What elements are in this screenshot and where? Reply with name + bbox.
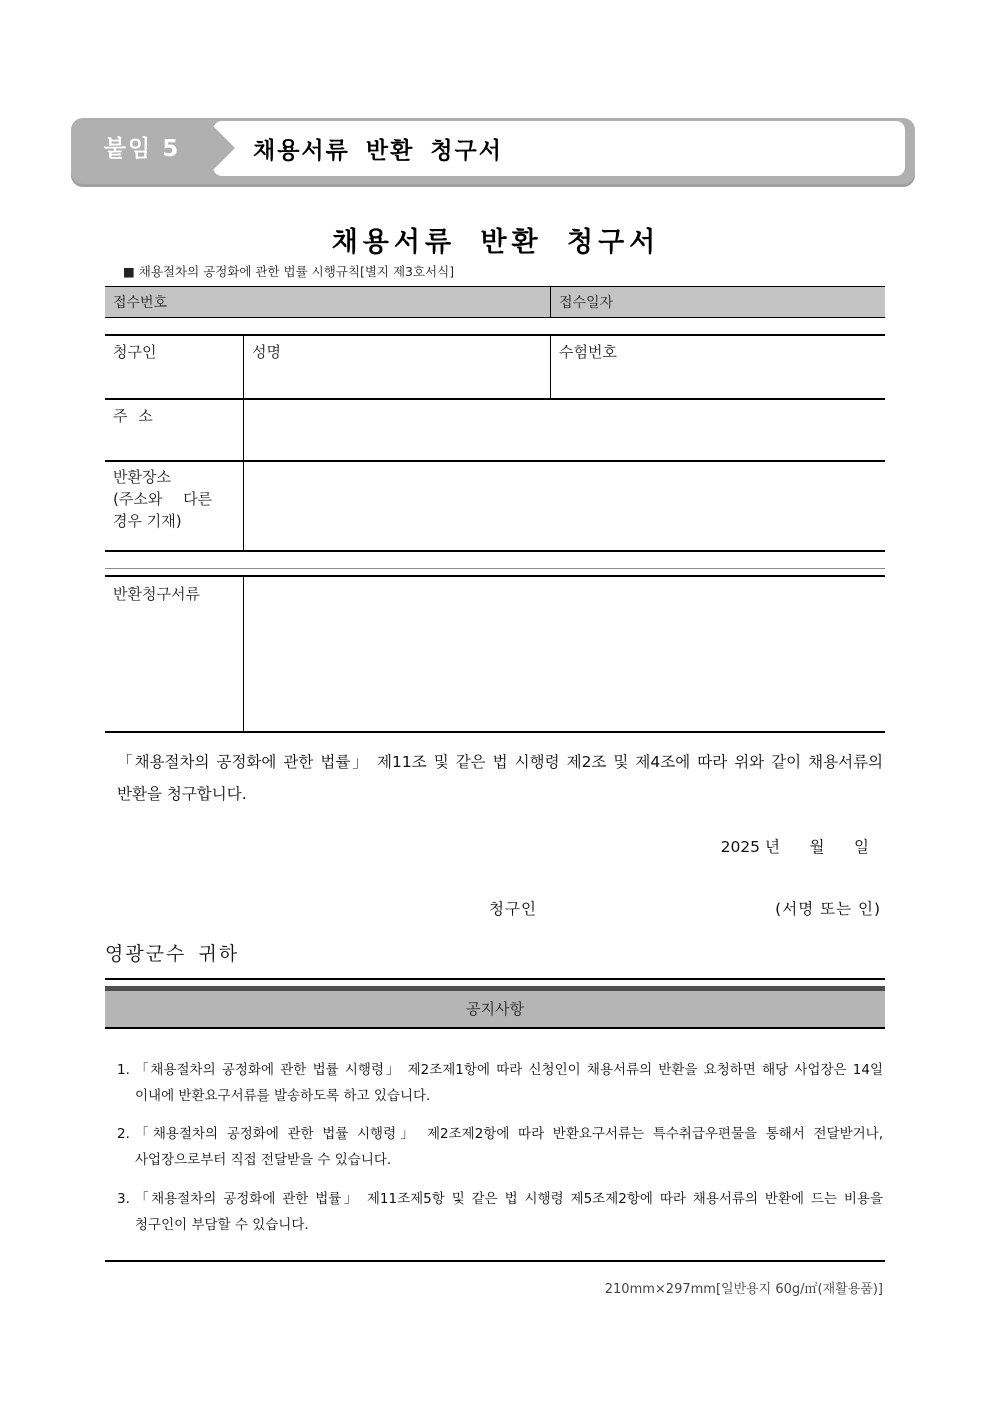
horizontal-rule (105, 978, 885, 980)
notice-item-1-number: 1. (117, 1061, 130, 1078)
form-content (105, 260, 885, 1297)
exam-number-label: 수험번호 (559, 343, 617, 361)
notice-item-2 (105, 1121, 885, 1174)
claimant-label: 청구인 (113, 343, 157, 361)
banner-title-box (213, 121, 905, 176)
notice-item-3-text: 「채용절차의 공정화에 관한 법률」 제11조제5항 및 같은 법 시행령 제5조제2항에 따라 채용서류의 반환에 드는 비용을 청구인이 부담할 수 있습니다. (135, 1190, 883, 1234)
table-row-address (105, 400, 885, 462)
table-row-return-place (105, 462, 885, 552)
return-docs-field-cell (243, 577, 885, 731)
bottom-rule (105, 1260, 885, 1262)
notice-item-1 (105, 1057, 885, 1110)
signature-seal-label: (서명 또는 인) (775, 899, 881, 918)
return-place-label (105, 462, 243, 550)
return-docs-label: 반환청구서류 (113, 585, 200, 603)
notice-item-2-number: 2. (117, 1126, 130, 1143)
notice-list (105, 1057, 885, 1239)
date-line: 2025 년 월 일 (720, 837, 869, 856)
banner-arrow-icon (213, 126, 235, 170)
notice-item-1-text: 「채용절차의 공정화에 관한 법률 시행령」 제2조제1항에 따라 신청인이 채용서류의 반환을 요청하면 해당 사업장은 14일 이내에 반환요구서류를 발송하도록 하고 있습니다. (135, 1061, 883, 1104)
paper-spec: 210mm×297mm[일반용지 60g/㎡(재활용품)] (604, 1282, 883, 1298)
name-field-cell (243, 336, 550, 398)
receipt-date-label: 접수일자 (550, 287, 885, 317)
section-divider (105, 568, 885, 569)
notice-item-3-number: 3. (117, 1190, 130, 1207)
table-row-claimant (105, 336, 885, 400)
return-place-label-line1: 반환장소 (113, 468, 171, 486)
signature-line (105, 897, 885, 921)
addressee: 영광군수 귀하 (105, 942, 240, 965)
form-reference-note: ■ 채용절차의 공정화에 관한 법률 시행규칙[별지 제3호서식] (123, 264, 455, 279)
return-place-field-cell (243, 462, 885, 550)
request-statement: 「채용절차의 공정화에 관한 법률」 제11조 및 같은 법 시행령 제2조 및 제4조에 따라 위와 같이 채용서류의 반환을 청구합니다. (117, 753, 883, 803)
name-label: 성명 (252, 343, 281, 361)
return-place-label-line3: 경우 기재) (113, 511, 182, 530)
attachment-banner (71, 118, 915, 187)
page-title: 채용서류 반환 청구서 (331, 227, 661, 258)
notice-item-3 (105, 1186, 885, 1239)
address-label: 주 소 (113, 407, 153, 425)
signature-claimant-label: 청구인 (489, 899, 537, 918)
receipt-header-row (105, 286, 885, 318)
return-docs-table (105, 575, 885, 733)
applicant-table (105, 334, 885, 552)
exam-number-field-cell (550, 336, 885, 398)
notice-item-2-text: 「채용절차의 공정화에 관한 법률 시행령」 제2조제2항에 따라 반환요구서류는 특수취급우편물을 통해서 전달받거나, 사업장으로부터 직접 전달받을 수 있습니다. (135, 1126, 883, 1169)
banner-title: 채용서류 반환 청구서 (253, 138, 503, 164)
return-place-label-line2: (주소와 다른 (113, 489, 213, 508)
attachment-badge: 붙임 5 (103, 136, 181, 162)
receipt-number-label: 접수번호 (113, 295, 168, 311)
address-field-cell (243, 400, 885, 460)
notice-bar: 공지사항 (105, 986, 885, 1029)
